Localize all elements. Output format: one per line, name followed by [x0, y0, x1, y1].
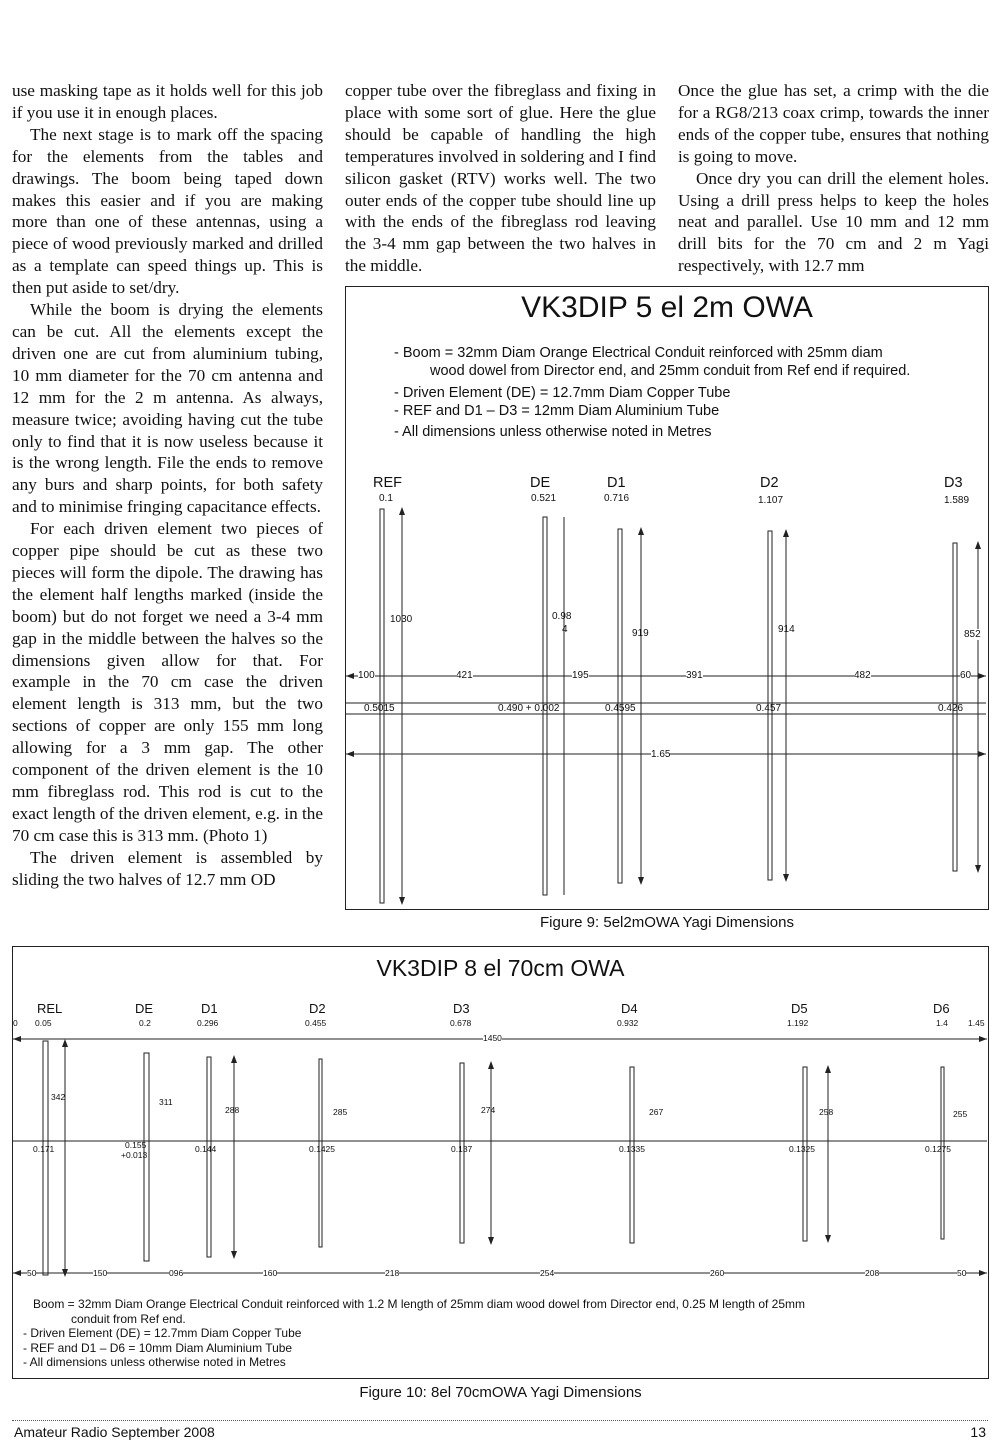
half-length-label: 0.137 [451, 1144, 473, 1154]
element-position: 0.932 [617, 1018, 639, 1028]
half-length-label: 0.1275 [925, 1144, 951, 1154]
half-length-label: 0.426 [938, 703, 964, 714]
paragraph: copper tube over the fibreglass and fixing in place with some sort of glue. Here the glue should be capable of handling the high temperatures involved in soldering and I find silicon gasket (RTV) works well. The two outer ends of the copper tube should line up with the ends of the fibreglass rod leaving the 3-4 mm gap between the two halves in the middle. [345, 81, 656, 276]
element-name-de: DE [530, 475, 551, 491]
half-length-label: 0.1425 [309, 1144, 335, 1154]
paragraph: Once the glue has set, a crimp with the die for a RG8/213 coax crimp, towards the inner ends of the copper tube, ensures that nothing is going to move. [678, 81, 989, 166]
article-column-1 [12, 80, 323, 891]
note-line: - REF and D1 – D6 = 10mm Diam Aluminium Tube [23, 1340, 293, 1355]
element-position: 0.05 [35, 1018, 52, 1028]
page-number: 13 [970, 1424, 986, 1440]
length-label: 288 [225, 1105, 240, 1115]
spacing-label: 096 [169, 1268, 184, 1278]
note-line: Boom = 32mm Diam Orange Electrical Conduit reinforced with 1.2 M length of 25mm diam wood dowel from Director end, 0.25 M length of 25mm [33, 1297, 806, 1311]
length-label: 258 [819, 1107, 834, 1117]
element-position: 1.589 [944, 495, 970, 506]
spacing-label: 50 [957, 1268, 967, 1278]
paragraph: While the boom is drying the elements can be cut. All the elements except the driven one are cut from aluminium tubing, 10 mm diameter for the 70 cm antenna and 12 mm for the 2 m antenna. As always, measure twice; avoiding having cut the tube only to find that it is now useless because it is the wrong length. File the ends to remove any burs and sharp points, for both safety and to minimise fringing capacitance effects. [12, 300, 323, 517]
spacing-label: 482 [854, 670, 871, 681]
boom-length-label: 1.65 [651, 749, 671, 760]
half-length-label: 0.144 [195, 1144, 217, 1154]
note-line: wood dowel from Director end, and 25mm conduit from Ref end if required. [430, 362, 911, 379]
element-position: 0.2 [139, 1018, 151, 1028]
spacing-label: 160 [263, 1268, 278, 1278]
figure-10-caption: Figure 10: 8el 70cmOWA Yagi Dimensions [359, 1384, 642, 1401]
boom-length-label: 1450 [483, 1033, 502, 1043]
half-length-label: 0.171 [33, 1144, 55, 1154]
paragraph: The driven element is assembled by sliding the two halves of 12.7 mm OD [12, 847, 323, 889]
note-line: - Driven Element (DE) = 12.7mm Diam Copper Tube [23, 1326, 302, 1340]
footer-divider [12, 1420, 988, 1421]
length-label: 285 [333, 1107, 348, 1117]
figure-title: VK3DIP 5 el 2m OWA [521, 291, 813, 324]
figure-title: VK3DIP 8 el 70cm OWA [376, 955, 625, 981]
spacing-label: 254 [540, 1268, 555, 1278]
note-line: - Boom = 32mm Diam Orange Electrical Conduit reinforced with 25mm diam [394, 345, 883, 361]
element-name-d1: D1 [607, 475, 626, 491]
element-name-d1: D1 [201, 1001, 218, 1016]
element-position: 0.716 [604, 493, 630, 504]
length-label: 919 [632, 628, 649, 639]
element-name-d6: D6 [933, 1001, 950, 1016]
length-label: 0.98 [552, 611, 572, 622]
element-name-de: DE [135, 1001, 154, 1016]
half-length-label: 0.155 [125, 1140, 147, 1150]
spacing-label: 195 [572, 670, 589, 681]
element-name-d4: D4 [621, 1001, 638, 1016]
element-name-d5: D5 [791, 1001, 808, 1016]
length-label: 342 [51, 1092, 66, 1102]
half-length-label: 0.457 [756, 703, 782, 714]
note-line: - REF and D1 – D3 = 12mm Diam Aluminium Tube [394, 402, 720, 419]
figure-9 [345, 286, 989, 910]
spacing-label: 218 [385, 1268, 400, 1278]
element-name-rel: REL [37, 1001, 63, 1016]
half-length-label: 0.490 + 0.002 [498, 703, 560, 714]
element-name-ref: REF [373, 475, 402, 491]
length-label: 255 [953, 1109, 968, 1119]
element-name-d3: D3 [944, 475, 963, 491]
spacing-label: 208 [865, 1268, 880, 1278]
origin-label: 0 [13, 1018, 18, 1028]
paragraph: The next stage is to mark off the spacing for the elements from the tables and drawings. The boom being taped down makes this easier and if you are making more than one of these antennas, using a piece of wood previously marked and drilled as a template can speed things up. This is then put aside to set/dry. [12, 124, 323, 298]
spacing-label: 421 [456, 670, 473, 681]
spacing-label: 50 [27, 1268, 37, 1278]
half-length-label: 0.4595 [605, 703, 636, 714]
note-line: - Driven Element (DE) = 12.7mm Diam Copper Tube [394, 385, 731, 401]
publication-footer: Amateur Radio September 2008 [14, 1424, 215, 1440]
element-name-d3: D3 [453, 1001, 470, 1016]
fig9-drawing [346, 287, 987, 908]
length-label: 852 [964, 629, 981, 640]
article-column-2 [345, 80, 656, 277]
element-position: 0.455 [305, 1018, 327, 1028]
element-position: 1.4 [936, 1018, 948, 1028]
figure-notes [23, 1297, 805, 1370]
half-length-label: 0.5015 [364, 703, 395, 714]
length-label: 4 [562, 624, 568, 635]
figure-9-caption: Figure 9: 5el2mOWA Yagi Dimensions [540, 914, 794, 931]
element-position: 0.296 [197, 1018, 219, 1028]
note-line: conduit from Ref end. [71, 1311, 186, 1326]
element-name-d2: D2 [760, 475, 779, 491]
length-label: 914 [778, 624, 795, 635]
element-name-d2: D2 [309, 1001, 326, 1016]
paragraph: Once dry you can drill the element holes. Using a drill press helps to keep the holes neat and parallel. Use 10 mm and 12 mm drill bits for the 70 cm and 2 m Yagi respectively, with 12.7 mm [678, 168, 989, 276]
length-label: 274 [481, 1105, 496, 1115]
element-rod-rel [43, 1041, 48, 1275]
element-rod-d5 [803, 1067, 807, 1241]
article-column-3 [678, 80, 989, 277]
paragraph: For each driven element two pieces of copper pipe should be cut as these two pieces will form the dipole. The drawing has the element half lengths marked (inside the boom) but do not forget we need a 3-4 mm gap in the middle between the halves so the dimensions given allow for that. For example in the 70 cm case the driven element length is 313 mm, but the two sections of copper are only 155 mm long allowing for a 3 mm gap. The other component of the driven element is the 10 mm fibreglass rod. This rod is cut to the exact length of the driven element, e.g. in the 70 cm case this is 313 mm. (Photo 1) [12, 519, 323, 845]
note-line: - All dimensions unless otherwise noted in Metres [23, 1355, 286, 1369]
spacing-label: 150 [93, 1268, 108, 1278]
spacing-label: 60 [960, 670, 972, 681]
element-position: 0.1 [379, 493, 393, 504]
element-position: 1.192 [787, 1018, 809, 1028]
figure-10 [12, 946, 989, 1379]
element-rod-d4 [630, 1067, 634, 1243]
element-rod-d1 [207, 1057, 211, 1257]
length-label: 1030 [390, 614, 413, 625]
element-position: 1.107 [758, 495, 784, 506]
element-position: 0.678 [450, 1018, 472, 1028]
note-line: - All dimensions unless otherwise noted in Metres [394, 424, 712, 440]
length-label: 311 [159, 1097, 173, 1107]
spacing-label: 391 [686, 670, 703, 681]
spacing-label: 100 [358, 670, 375, 681]
half-length-label: 0.1335 [619, 1144, 645, 1154]
length-label: 267 [649, 1107, 664, 1117]
paragraph: use masking tape as it holds well for this job if you use it in enough places. [12, 81, 323, 122]
boom-end-label: 1.45 [968, 1018, 985, 1028]
element-position: 0.521 [531, 493, 557, 504]
half-length-label: +0.013 [121, 1150, 148, 1160]
half-length-label: 0.1325 [789, 1144, 815, 1154]
spacing-label: 260 [710, 1268, 725, 1278]
